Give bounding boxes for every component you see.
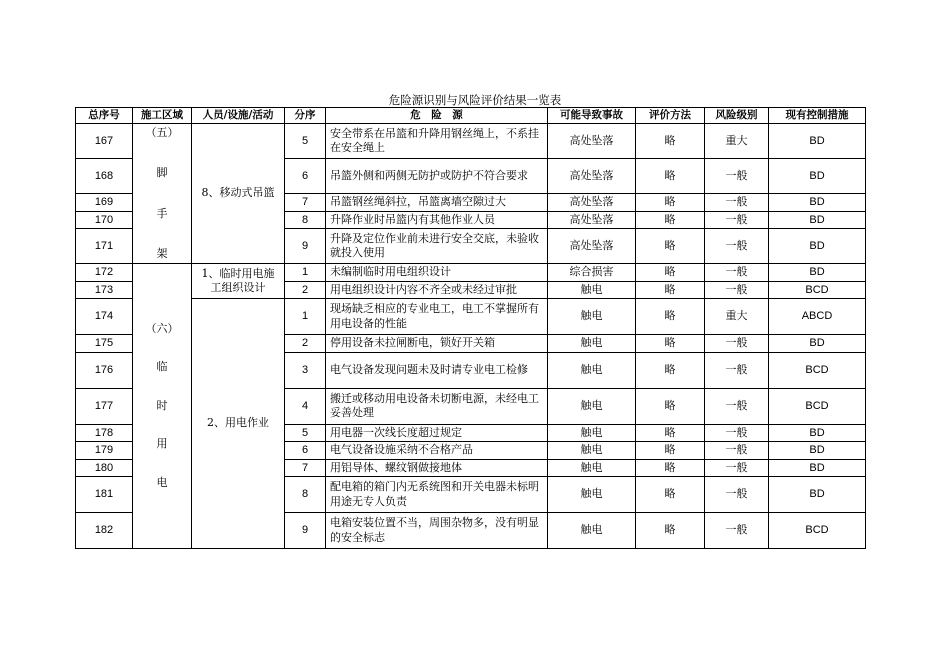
activity-label: 1、临时用电施 — [201, 266, 275, 280]
accident-cell: 综合损害 — [548, 264, 636, 282]
control-cell: BD — [769, 159, 866, 194]
region-label: 用 — [156, 437, 168, 451]
sub-no: 5 — [285, 124, 326, 159]
method-cell: 略 — [636, 352, 705, 388]
risk-level-cell: 一般 — [705, 477, 769, 513]
sub-no: 9 — [285, 229, 326, 264]
accident-cell: 触电 — [548, 281, 636, 299]
method-cell: 略 — [636, 513, 705, 549]
risk-level-cell: 一般 — [705, 229, 769, 264]
method-cell: 略 — [636, 388, 705, 424]
method-cell: 略 — [636, 299, 705, 335]
risk-level-cell: 一般 — [705, 264, 769, 282]
sub-no: 8 — [285, 211, 326, 229]
control-cell: BCD — [769, 388, 866, 424]
hazard-cell: 用电组织设计内容不齐全或未经过审批 — [326, 281, 548, 299]
accident-cell: 触电 — [548, 335, 636, 353]
hazard-cell: 电箱安装位置不当，周围杂物多，没有明显的安全标志 — [326, 513, 548, 549]
risk-level-cell: 一般 — [705, 459, 769, 477]
header-activity: 人员/设施/活动 — [192, 108, 285, 124]
method-cell: 略 — [636, 124, 705, 159]
risk-level-cell: 一般 — [705, 194, 769, 212]
hazard-cell: 用电器一次线长度超过规定 — [326, 424, 548, 442]
header-row — [76, 108, 866, 124]
control-cell: BCD — [769, 513, 866, 549]
risk-level-cell: 一般 — [705, 424, 769, 442]
control-cell: BD — [769, 264, 866, 282]
hazard-cell: 搬迁或移动用电设备未切断电源，未经电工妥善处理 — [326, 388, 548, 424]
hazard-cell: 电气设备发现问题未及时请专业电工检修 — [326, 352, 548, 388]
sub-no: 8 — [285, 477, 326, 513]
accident-cell: 触电 — [548, 299, 636, 335]
region-label: （六） — [145, 321, 179, 335]
sub-no: 3 — [285, 352, 326, 388]
hazard-cell: 未编制临时用电组织设计 — [326, 264, 548, 282]
accident-cell: 触电 — [548, 513, 636, 549]
risk-level-cell: 重大 — [705, 124, 769, 159]
risk-level-cell: 一般 — [705, 442, 769, 460]
method-cell: 略 — [636, 335, 705, 353]
sub-no: 6 — [285, 442, 326, 460]
accident-cell: 高处坠落 — [548, 194, 636, 212]
accident-cell: 高处坠落 — [548, 229, 636, 264]
region-label: 手 — [156, 206, 168, 220]
region-label: （五） — [145, 125, 179, 139]
sub-no: 2 — [285, 335, 326, 353]
sub-no: 5 — [285, 424, 326, 442]
sub-no: 7 — [285, 459, 326, 477]
hazard-cell: 吊篮外侧和两侧无防护或防护不符合要求 — [326, 159, 548, 194]
header-risk-level: 风险级别 — [705, 108, 769, 124]
region-scaffold — [133, 124, 192, 264]
method-cell: 略 — [636, 194, 705, 212]
risk-level-cell: 一般 — [705, 513, 769, 549]
risk-level-cell: 一般 — [705, 388, 769, 424]
header-sub-no: 分序 — [285, 108, 326, 124]
header-total-no: 总序号 — [76, 108, 133, 124]
header-method: 评价方法 — [636, 108, 705, 124]
region-label: 电 — [156, 475, 168, 489]
method-cell: 略 — [636, 424, 705, 442]
table-row — [76, 299, 866, 335]
method-cell: 略 — [636, 159, 705, 194]
region-label: 架 — [156, 247, 168, 260]
total-no: 181 — [76, 477, 133, 513]
total-no: 170 — [76, 211, 133, 229]
header-accident: 可能导致事故 — [548, 108, 636, 124]
total-no: 174 — [76, 299, 133, 335]
accident-cell: 触电 — [548, 442, 636, 460]
method-cell: 略 — [636, 477, 705, 513]
activity-gondola: 8、移动式吊篮 — [192, 124, 285, 264]
hazard-cell: 用铝导体、螺纹钢做接地体 — [326, 459, 548, 477]
control-cell: ABCD — [769, 299, 866, 335]
activity-power-design — [192, 264, 285, 299]
sub-no: 4 — [285, 388, 326, 424]
total-no: 178 — [76, 424, 133, 442]
risk-assessment-table — [75, 107, 866, 549]
region-label: 时 — [156, 398, 168, 412]
method-cell: 略 — [636, 281, 705, 299]
accident-cell: 触电 — [548, 352, 636, 388]
risk-level-cell: 重大 — [705, 299, 769, 335]
risk-level-cell: 一般 — [705, 352, 769, 388]
control-cell: BD — [769, 424, 866, 442]
total-no: 179 — [76, 442, 133, 460]
table-row — [76, 264, 866, 282]
header-hazard: 危 险 源 — [326, 108, 548, 124]
accident-cell: 触电 — [548, 459, 636, 477]
control-cell: BD — [769, 211, 866, 229]
control-cell: BD — [769, 124, 866, 159]
control-cell: BD — [769, 335, 866, 353]
risk-level-cell: 一般 — [705, 159, 769, 194]
region-label: 脚 — [156, 166, 168, 179]
total-no: 175 — [76, 335, 133, 353]
activity-electrical-work: 2、用电作业 — [192, 299, 285, 549]
table-title: 危险源识别与风险评价结果一览表 — [388, 93, 562, 107]
control-cell: BD — [769, 442, 866, 460]
method-cell: 略 — [636, 211, 705, 229]
total-no: 167 — [76, 124, 133, 159]
accident-cell: 高处坠落 — [548, 211, 636, 229]
hazard-cell: 停用设备未拉闸断电，锁好开关箱 — [326, 335, 548, 353]
table-row — [76, 124, 866, 159]
total-no: 168 — [76, 159, 133, 194]
total-no: 173 — [76, 281, 133, 299]
control-cell: BD — [769, 459, 866, 477]
region-label: 临 — [156, 360, 168, 374]
accident-cell: 触电 — [548, 477, 636, 513]
accident-cell: 高处坠落 — [548, 159, 636, 194]
hazard-cell: 吊篮钢丝绳斜拉，吊篮离墙空隙过大 — [326, 194, 548, 212]
sub-no: 6 — [285, 159, 326, 194]
risk-level-cell: 一般 — [705, 211, 769, 229]
total-no: 172 — [76, 264, 133, 282]
hazard-cell: 现场缺乏相应的专业电工，电工不掌握所有用电设备的性能 — [326, 299, 548, 335]
hazard-cell: 配电箱的箱门内无系统图和开关电器未标明用途无专人负责 — [326, 477, 548, 513]
total-no: 176 — [76, 352, 133, 388]
method-cell: 略 — [636, 229, 705, 264]
hazard-cell: 升降及定位作业前未进行安全交底，未验收就投入使用 — [326, 229, 548, 264]
control-cell: BD — [769, 229, 866, 264]
total-no: 169 — [76, 194, 133, 212]
accident-cell: 触电 — [548, 388, 636, 424]
sub-no: 1 — [285, 264, 326, 282]
total-no: 177 — [76, 388, 133, 424]
risk-level-cell: 一般 — [705, 281, 769, 299]
hazard-cell: 安全带系在吊篮和升降用钢丝绳上，不系挂在安全绳上 — [326, 124, 548, 159]
activity-label: 工组织设计 — [210, 281, 266, 294]
accident-cell: 触电 — [548, 424, 636, 442]
hazard-cell: 电气设备设施采纳不合格产品 — [326, 442, 548, 460]
risk-level-cell: 一般 — [705, 335, 769, 353]
sub-no: 1 — [285, 299, 326, 335]
control-cell: BD — [769, 194, 866, 212]
method-cell: 略 — [636, 442, 705, 460]
method-cell: 略 — [636, 264, 705, 282]
hazard-cell: 升降作业时吊篮内有其他作业人员 — [326, 211, 548, 229]
control-cell: BCD — [769, 352, 866, 388]
sub-no: 7 — [285, 194, 326, 212]
total-no: 171 — [76, 229, 133, 264]
sub-no: 9 — [285, 513, 326, 549]
control-cell: BCD — [769, 281, 866, 299]
method-cell: 略 — [636, 459, 705, 477]
total-no: 182 — [76, 513, 133, 549]
total-no: 180 — [76, 459, 133, 477]
sub-no: 2 — [285, 281, 326, 299]
header-control: 现有控制措施 — [769, 108, 866, 124]
accident-cell: 高处坠落 — [548, 124, 636, 159]
header-area: 施工区域 — [133, 108, 192, 124]
region-temporary-power — [133, 264, 192, 549]
control-cell: BD — [769, 477, 866, 513]
